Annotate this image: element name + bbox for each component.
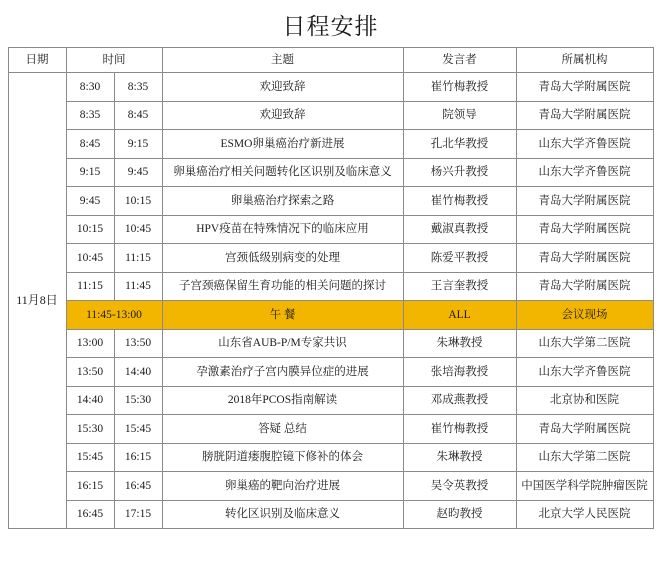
- cell-topic: 卵巢癌治疗探索之路: [162, 187, 403, 216]
- cell-start-time: 14:40: [66, 386, 114, 415]
- cell-topic: 答疑 总结: [162, 415, 403, 444]
- cell-speaker: 邓成燕教授: [403, 386, 516, 415]
- cell-topic: HPV疫苗在特殊情况下的临床应用: [162, 215, 403, 244]
- cell-organization: 山东大学齐鲁医院: [516, 158, 653, 187]
- table-row: [8, 386, 653, 415]
- cell-start-time: 13:50: [66, 358, 114, 387]
- cell-start-time: 8:35: [66, 101, 114, 130]
- cell-topic: 卵巢癌的靶向治疗进展: [162, 472, 403, 501]
- cell-topic: 欢迎致辞: [162, 73, 403, 102]
- cell-speaker: 陈爱平教授: [403, 244, 516, 273]
- cell-speaker: 赵昀教授: [403, 500, 516, 529]
- cell-start-time: 16:45: [66, 500, 114, 529]
- cell-start-time: 16:15: [66, 472, 114, 501]
- cell-organization: 山东大学齐鲁医院: [516, 130, 653, 159]
- table-body: [8, 73, 653, 529]
- table-row: [8, 301, 653, 330]
- table-row: [8, 101, 653, 130]
- column-header-topic: 主题: [162, 48, 403, 73]
- table-row: [8, 272, 653, 301]
- cell-end-time: 11:15: [114, 244, 162, 273]
- cell-start-time: 13:00: [66, 329, 114, 358]
- cell-speaker: 吴令英教授: [403, 472, 516, 501]
- cell-end-time: 16:45: [114, 472, 162, 501]
- cell-topic: 2018年PCOS指南解读: [162, 386, 403, 415]
- cell-organization: 山东大学第二医院: [516, 443, 653, 472]
- cell-speaker: 戴淑真教授: [403, 215, 516, 244]
- cell-speaker: 王言奎教授: [403, 272, 516, 301]
- cell-speaker: 张培海教授: [403, 358, 516, 387]
- cell-topic: 山东省AUB-P/M专家共识: [162, 329, 403, 358]
- table-row: [8, 500, 653, 529]
- cell-start-time: 15:45: [66, 443, 114, 472]
- cell-speaker: 朱琳教授: [403, 443, 516, 472]
- cell-topic: 膀胱阴道瘘腹腔镜下修补的体会: [162, 443, 403, 472]
- cell-end-time: 9:15: [114, 130, 162, 159]
- cell-organization: 青岛大学附属医院: [516, 101, 653, 130]
- cell-end-time: 9:45: [114, 158, 162, 187]
- table-row: [8, 415, 653, 444]
- table-header-row: [8, 48, 653, 73]
- table-row: [8, 158, 653, 187]
- cell-end-time: 15:30: [114, 386, 162, 415]
- table-row: [8, 215, 653, 244]
- cell-topic: 转化区识别及临床意义: [162, 500, 403, 529]
- cell-speaker: 院领导: [403, 101, 516, 130]
- cell-organization: 青岛大学附属医院: [516, 415, 653, 444]
- table-row: [8, 187, 653, 216]
- cell-speaker: 杨兴升教授: [403, 158, 516, 187]
- table-row: [8, 130, 653, 159]
- cell-organization: 青岛大学附属医院: [516, 73, 653, 102]
- cell-start-time: 15:30: [66, 415, 114, 444]
- cell-organization: 山东大学齐鲁医院: [516, 358, 653, 387]
- cell-organization: 青岛大学附属医院: [516, 244, 653, 273]
- cell-speaker: 孔北华教授: [403, 130, 516, 159]
- column-header-date: 日期: [8, 48, 66, 73]
- cell-date: 11月8日: [8, 73, 66, 529]
- cell-start-time: 9:15: [66, 158, 114, 187]
- cell-organization: 青岛大学附属医院: [516, 215, 653, 244]
- cell-end-time: 15:45: [114, 415, 162, 444]
- table-row: [8, 73, 653, 102]
- cell-speaker: ALL: [403, 301, 516, 330]
- cell-organization: 青岛大学附属医院: [516, 187, 653, 216]
- page-title: 日程安排: [282, 14, 379, 39]
- cell-start-time: 11:15: [66, 272, 114, 301]
- cell-end-time: 14:40: [114, 358, 162, 387]
- cell-topic: 欢迎致辞: [162, 101, 403, 130]
- cell-end-time: 11:45: [114, 272, 162, 301]
- cell-organization: 北京大学人民医院: [516, 500, 653, 529]
- cell-start-time: 10:15: [66, 215, 114, 244]
- cell-end-time: 16:15: [114, 443, 162, 472]
- table-row: [8, 244, 653, 273]
- cell-end-time: 10:45: [114, 215, 162, 244]
- cell-start-time: 10:45: [66, 244, 114, 273]
- cell-end-time: 10:15: [114, 187, 162, 216]
- cell-topic: 宫颈低级别病变的处理: [162, 244, 403, 273]
- cell-speaker: 朱琳教授: [403, 329, 516, 358]
- cell-end-time: 17:15: [114, 500, 162, 529]
- cell-speaker: 崔竹梅教授: [403, 415, 516, 444]
- cell-time-span: 11:45-13:00: [66, 301, 162, 330]
- schedule-table: [8, 47, 654, 529]
- cell-organization: 北京协和医院: [516, 386, 653, 415]
- cell-start-time: 9:45: [66, 187, 114, 216]
- cell-topic: 卵巢癌治疗相关问题转化区识别及临床意义: [162, 158, 403, 187]
- cell-organization: 中国医学科学院肿瘤医院: [516, 472, 653, 501]
- table-header: [8, 48, 653, 73]
- cell-start-time: 8:30: [66, 73, 114, 102]
- column-header-time: 时间: [66, 48, 162, 73]
- cell-end-time: 8:35: [114, 73, 162, 102]
- cell-start-time: 8:45: [66, 130, 114, 159]
- cell-speaker: 崔竹梅教授: [403, 187, 516, 216]
- table-row: [8, 329, 653, 358]
- column-header-org: 所属机构: [516, 48, 653, 73]
- table-row: [8, 443, 653, 472]
- cell-topic: 午 餐: [162, 301, 403, 330]
- cell-organization: 会议现场: [516, 301, 653, 330]
- cell-topic: ESMO卵巢癌治疗新进展: [162, 130, 403, 159]
- column-header-speaker: 发言者: [403, 48, 516, 73]
- cell-end-time: 8:45: [114, 101, 162, 130]
- cell-organization: 山东大学第二医院: [516, 329, 653, 358]
- cell-end-time: 13:50: [114, 329, 162, 358]
- cell-topic: 孕激素治疗子宫内膜异位症的进展: [162, 358, 403, 387]
- table-row: [8, 472, 653, 501]
- table-row: [8, 358, 653, 387]
- cell-organization: 青岛大学附属医院: [516, 272, 653, 301]
- cell-speaker: 崔竹梅教授: [403, 73, 516, 102]
- cell-topic: 子宫颈癌保留生育功能的相关问题的探讨: [162, 272, 403, 301]
